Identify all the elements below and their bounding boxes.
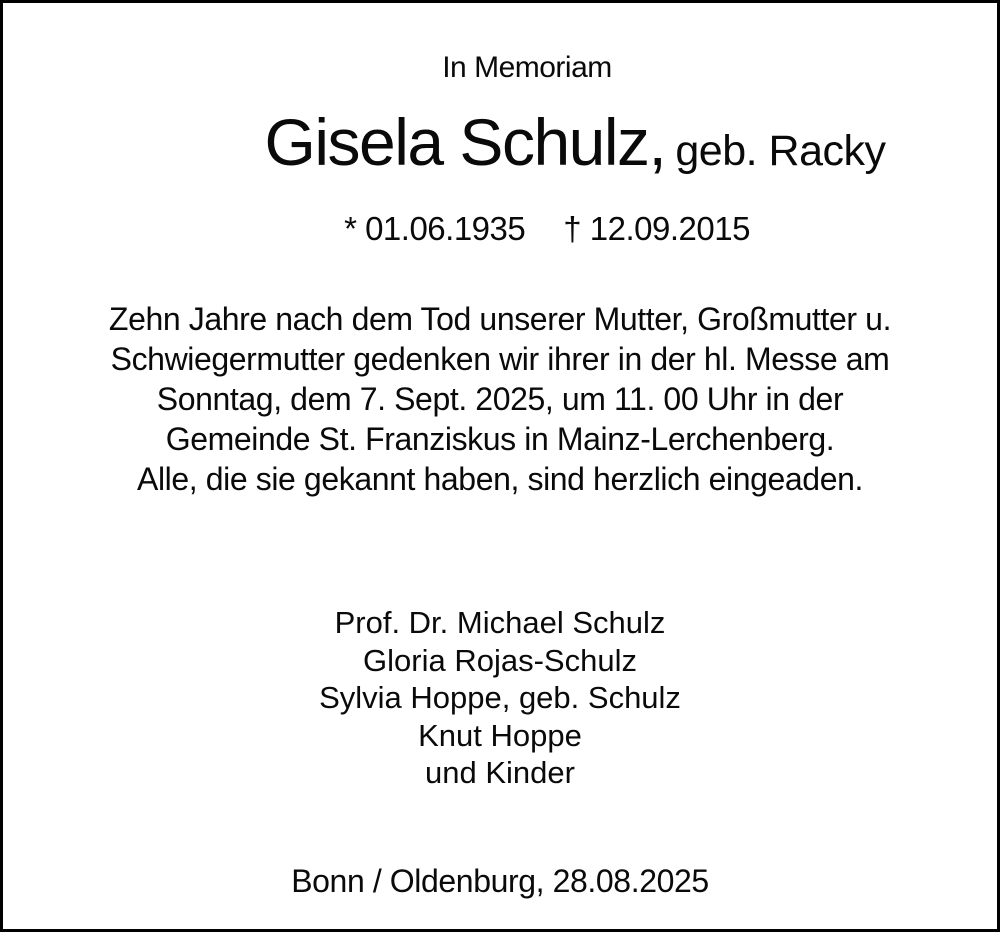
deceased-name-line: [78, 103, 1000, 182]
mourner-name: Sylvia Hoppe, geb. Schulz: [319, 680, 681, 715]
mourners-list: [3, 604, 997, 792]
life-dates-line: [50, 209, 1000, 249]
mourner-name: Prof. Dr. Michael Schulz: [334, 605, 666, 640]
mourner-name: und Kinder: [425, 755, 575, 790]
mourner-name: Gloria Rojas-Schulz: [363, 642, 637, 678]
announcement-line: Alle, die sie gekannt haben, sind herzlich eingeaden.: [137, 461, 863, 497]
maiden-name: geb. Racky: [675, 127, 886, 175]
birth-date: * 01.06.1935: [344, 210, 526, 247]
announcement-line: Zehn Jahre nach dem Tod unserer Mutter, Großmutter u.: [108, 301, 892, 337]
death-date: † 12.09.2015: [563, 210, 750, 247]
announcement-line: Schwiegermutter gedenken wir ihrer in der hl. Messe am: [110, 341, 890, 377]
place-date-line: Bonn / Oldenburg, 28.08.2025: [291, 863, 709, 899]
memoriam-heading: In Memoriam: [442, 51, 612, 84]
deceased-name: Gisela Schulz,: [264, 105, 666, 179]
announcement-line: Sonntag, dem 7. Sept. 2025, um 11. 00 Uhr in der: [156, 381, 844, 417]
announcement-paragraph: [3, 299, 997, 499]
mourner-name: Knut Hoppe: [418, 717, 582, 753]
announcement-line: Gemeinde St. Franziskus in Mainz-Lerchenberg.: [165, 421, 835, 457]
